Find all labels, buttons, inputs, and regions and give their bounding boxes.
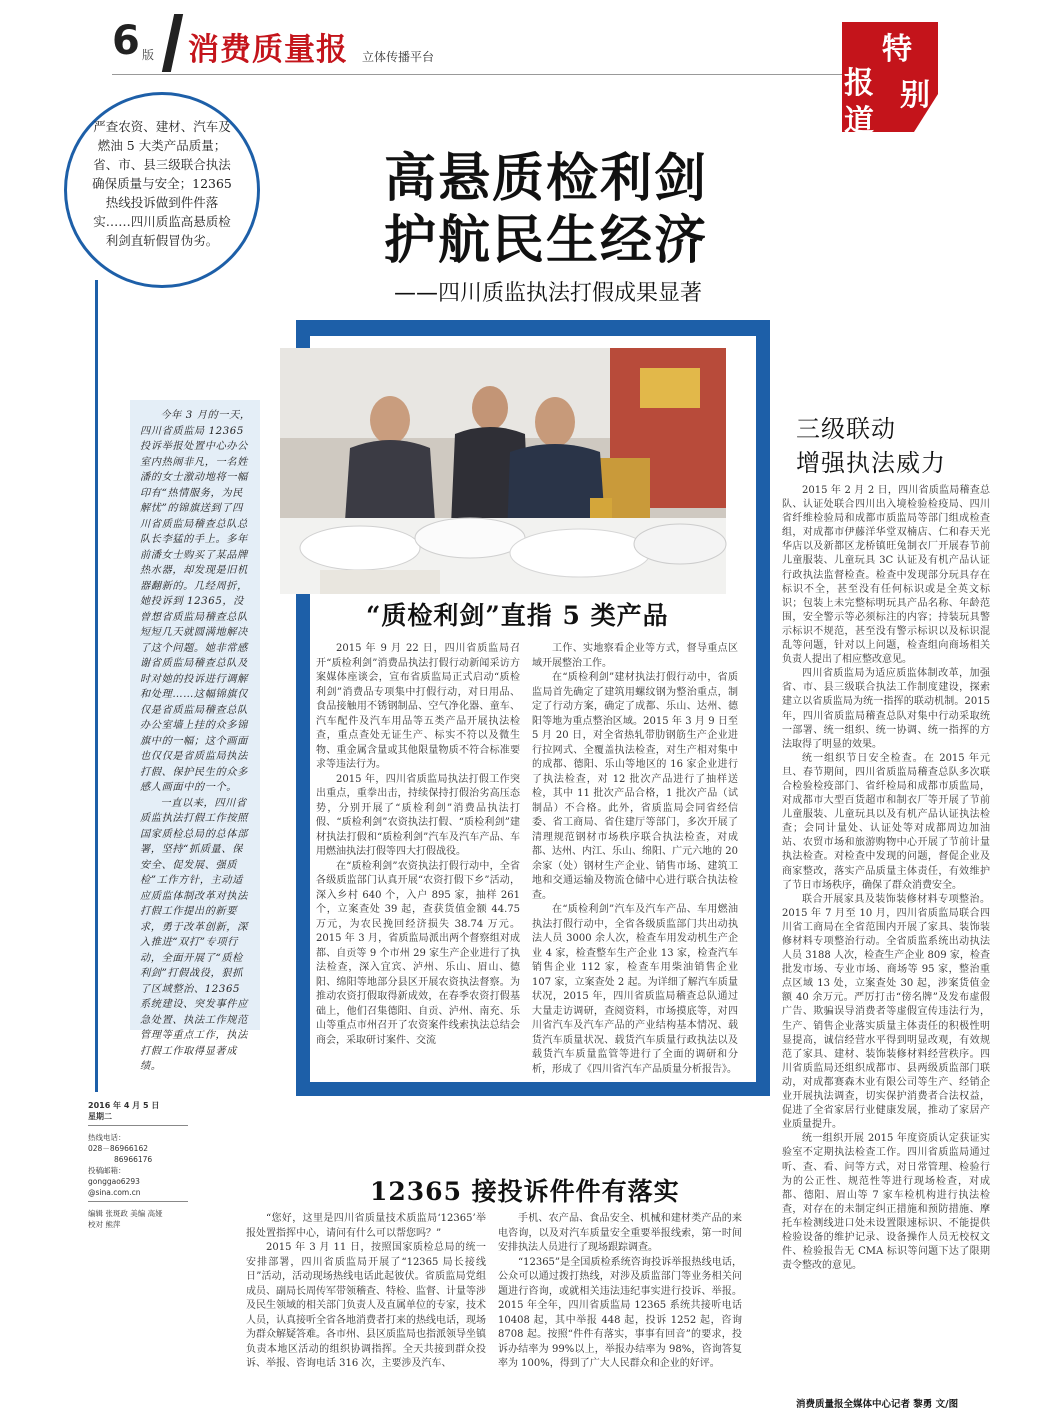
side-story <box>130 400 260 1072</box>
editors-credit: 编辑 张斑政 美编 高娅 <box>88 1209 163 1218</box>
paragraph: 工作、实地察看企业等方式，督导重点区域开展整治工作。 <box>532 643 738 669</box>
section-1-title: “质检利剑”直指 5 类产品 <box>366 601 669 630</box>
photo-illustration <box>280 348 726 594</box>
page-suffix: 版 <box>142 48 155 62</box>
issue-info <box>88 1100 188 1230</box>
paragraph: 在“质检利剑”建材执法打假行动中，省质监局首先确定了建筑用螺纹钢为整治重点，制定了行动方案，确定了成都、乐山、达州、德阳等地为重点整治区域。2015 年 3 月 9 日至 5 月 20 日，对全省热轧带肋钢筋生产企业进行拉网式、全覆盖执法检查，对生产相对集中的成都、德阳、乐山等地区的 16 家企业进行了执法检查，对 12 批次产品进行了抽样送检，其中 11 批次产品合格，1 批次产品（试制品）不合格。此外，省质监局会同省经信委、省工商局、省住建厅等部门，多次开展了清理规范钢材市场秩序联合执法检查，对成都、达州、内江、乐山、绵阳、广元六地的 20 余家（处）钢材生产企业、销售市场、建筑工地和交通运输及物流仓储中心进行联合执法检查。 <box>532 672 738 901</box>
special-char-1: 特 <box>882 32 912 67</box>
special-char-4: 道 <box>844 104 874 139</box>
special-report-badge <box>842 22 938 139</box>
paragraph: 2015 年 3 月 11 日，按照国家质检总局的统一安排部署，四川省质监局开展了“12365 局长接线日”活动，活动现场热线电话此起彼伏。省质监局党组成员、副局长周传军带领稽查、特检、监督、计量等涉及民生领域的相关部门负责人及直属单位的专家，技术人员，认真接听全省各地消费者打来的热线电话，现场为群众解疑答难。各市州、县区质监局也指派领导坐镇负责本地区活动的组织协调指挥。全天共接到群众投诉、举报、咨询电话 316 次，主要涉及汽车、 <box>246 1242 486 1369</box>
summary-text: 严查农资、建材、汽车及燃油 5 大类产品质量；省、市、县三级联合执法确保质量与安全；12365 热线投诉做到件件落实……四川质监高悬质检利剑直斩假冒伪劣。 <box>92 119 232 248</box>
section-3-column-1 <box>246 1212 486 1377</box>
headline-subtitle: ——四川质监执法打假成果显著 <box>394 281 703 306</box>
section-2-title-line-1: 三级联动 <box>796 415 896 443</box>
section-1-column-2 <box>532 642 738 1088</box>
paper-name: 消费质量报 <box>188 32 348 68</box>
paragraph: “12365”是全国质检系统咨询投诉举报热线电话，公众可以通过拨打热线，对涉及质监部门等业务相关问题进行咨询，或就相关违法违纪事实进行投诉、举报。2015 年全年，四川省质监局 12365 系统共接听电话 10408 起，其中举报 448 起，投诉 1252 起，咨询 8708 起。按照“件件有落实，事事有回音”的要求，投诉办结率为 99%以上，举报办结率为 98%，咨询答复率为 100%，得到了广大人民群众和企业的好评。 <box>498 1256 742 1369</box>
hotline-phone-1: 028－86966162 <box>88 1144 148 1153</box>
left-rule <box>95 280 98 1092</box>
side-paragraph: 今年 3 月的一天，四川省质监局 12365 投诉举报处置中心办公室内热闹非凡，一名姓潘的女士激动地将一幅印有“热情服务，为民解忧”的锦旗送到了四川省质监局稽查总队总队长李猛的手上。多年前潘女士购买了某品牌热水器，却发现是旧机器翻新的。几经周折，她投诉到 12365，没曾想省质监局稽查总队短短几天就圆满地解决了这个问题。她非常感谢省质监局稽查总队及时对她的投诉进行调解和处理……这幅锦旗仅仅是省质监局稽查总队办公室墙上挂的众多锦旗中的一幅；这个画面也仅仅是省质监局执法打假、保护民生的众多感人画面中的一个。 <box>140 410 251 793</box>
info-divider-2 <box>88 1201 188 1202</box>
hotline-label: 热线电话： <box>88 1133 126 1142</box>
paper-platform: 立体传播平台 <box>362 50 435 64</box>
paragraph: 手机、农产品、食品安全、机械和建材类产品的来电咨询，以及对汽车质量安全重要举报线索，第一时间安排执法人员进行了现场跟踪调查。 <box>498 1213 742 1253</box>
issue-weekday: 星期二 <box>88 1112 112 1121</box>
side-paragraph: 一直以来，四川省质监执法打假工作按照国家质检总局的总体部署，坚持“抓质量、保安全、促发展、强质检”工作方针，主动适应质监体制改革对执法打假工作提出的新要求，勇于改革创新，深入推进“双打”专项行动，全面开展了“质检利剑”打假战役，狠抓了区域整治、12365 系统建设、突发事件应急处置、执法工作规范管理等重点工作，执法打假工作取得显著成绩。 <box>140 797 248 1072</box>
special-char-3: 报 <box>844 66 874 101</box>
proof-credit: 校对 熊萍 <box>88 1220 121 1229</box>
section-3-title: 12365 接投诉件件有落实 <box>370 1177 680 1206</box>
paragraph: 在“质检利剑”农资执法打假行动中，全省各级质监部门认真开展“农资打假下乡”活动，深入乡村 640 个，入户 895 家，抽样 261 个，立案查处 39 起，查获货值金额 44.75 万元，为农民挽回经济损失 38.74 万元。2015 年 3 月，省质监局派出两个督察组对成都、自贡等 9 个市州 29 家生产企业进行了执法检查，深入宜宾、泸州、乐山、眉山、德阳、绵阳等地部分县区开展农资执法督察。为推动农资打假取得新成效，在春季农资打假基础上，他们召集德阳、自贡、泸州、南充、乐山等重点市州召开了农资案件线索执法总结会商会，采取研讨案件、交流 <box>316 860 520 1046</box>
hotline-phone-2: 86966176 <box>114 1155 153 1164</box>
info-divider <box>88 1125 188 1126</box>
section-2-title <box>796 412 946 480</box>
byline: 消费质量报全媒体中心记者 黎勇 文/图 <box>796 1399 959 1410</box>
summary-circle <box>64 92 260 288</box>
news-photo <box>280 348 726 594</box>
paragraph: 统一组织节日安全检查。在 2015 年元旦、春节期间，四川省质监局稽查总队多次联合检验检疫部门、省纤检局和成都市质监局，对成都市大型百货超市和制衣厂等开展了节前儿童服装、儿童玩具以及有机产品认证执法检查；会同计量处、认证处等对成都周边加油站、农贸市场和旅游购物中心开展了节前计量执法检查。对检查中发现的问题，督促企业及商家整改，落实产品质量主体责任，有效维护了节日市场秩序，确保了群众消费安全。 <box>782 752 990 891</box>
paragraph: 2015 年，四川省质监局执法打假工作突出重点，重拳出击，持续保持打假治劣高压态势，分别开展了“质检利剑”消费品执法打假、“质检利剑”农资执法打假、“质检利剑”建材执法打假和“质检利剑”汽车及汽车产品、车用燃油执法打假等四大打假战役。 <box>316 773 520 857</box>
paragraph: 2015 年 9 月 22 日，四川省质监局召开“质检利剑”消费品执法打假行动新闻采访方案媒体座谈会，宣布省质监局正式启动“质检利剑”消费品专项集中打假行动，对日用品、食品接触用不锈钢制品、空气净化器、童车、汽车配件及汽车用品等五类产品开展执法检查，重点查处无证生产、标实不符以及微生物、重金属含量或其他限量物质不符合标准要求等违法行为。 <box>316 643 520 770</box>
section-2-title-line-2: 增强执法威力 <box>796 449 946 477</box>
paragraph: 统一组织开展 2015 年度资质认定获证实验室不定期执法检查工作。四川省质监局通过听、查、看、问等方式，对日常管理、检验行为的公正性、规范性等进行现场检查，对成都、德阳、眉山等 7 家车检机构进行执法检查，对存在的未制定纠正措施和预防措施、摩托车检测线进口处未设置限速标识、不能提供检验设备的维护记录、设备操作人员无校权文件、检验报告无 CMA 标识等问题下达了限期责令整改的意见。 <box>782 1133 990 1272</box>
email-line-1[interactable]: gonggao6293 <box>88 1177 140 1186</box>
headline-line-2: 护航民生经济 <box>384 211 709 271</box>
masthead-divider <box>112 74 852 75</box>
masthead-slash <box>162 14 183 72</box>
paragraph: 在“质检利剑”汽车及汽车产品、车用燃油执法打假行动中，全省各级质监部门共出动执法人员 3000 余人次，检查车用发动机生产企业 4 家，检查整车生产企业 13 家，检查汽车销售企业 112 家，检查车用柴油销售企业 107 家，立案查处 2 起。为详细了解汽车质量状况，2015 年，四川省质监局稽查总队通过大量走访调研，查阅资料，市场摸底等，对四川省汽车及汽车产品的产业结构基本情况、载货汽车质量状况、载货汽车质量行政执法以及载货汽车质量监管等进行了全面的调研和分析，形成了《四川省汽车产品质量分析报告》。 <box>532 904 738 1075</box>
paragraph: 2015 年 2 月 2 日，四川省质监局稽查总队、认证处联合四川出入境检验检疫局、四川省纤维检验局和成都市质监局等部门组成检查组，对成都市伊藤洋华堂双楠店、仁和春天光华店以及新都区龙桥镇旺兔制衣厂开展春节前儿童服装、儿童玩具 3C 认证及有机产品认证行政执法监督检查。检查中发现部分玩具存在标识不全，甚至没有任何标识或是全英文标识；包装上未完整标明玩具产品名称、年龄范围，安全警示等必须标注的内容；持装玩具警示标识不规范，甚至没有警示标识以及标识混乱等问题，针对以上问题，检查组向商场相关负责人提出了相应整改意见。 <box>782 485 990 666</box>
issue-date: 2016 年 4 月 5 日 <box>88 1101 160 1110</box>
page-number: 6 <box>112 18 140 64</box>
section-3-column-2 <box>498 1212 742 1377</box>
section-2-column <box>782 484 990 1324</box>
paragraph: 四川省质监局为适应质监体制改革，加强省、市、县三级联合执法工作制度建设，探索建立以省质监局为统一指挥的联动机制。2015 年，四川省质监局稽查总队对集中行动采取统一部署、统一组织、统一协调、统一指挥的方法取得了明显的效果。 <box>782 668 990 750</box>
main-headline <box>384 148 708 272</box>
special-char-2: 别 <box>900 78 930 113</box>
paragraph: 联合开展家具及装饰装修材料专项整治。2015 年 7 月至 10 月，四川省质监局联合四川省工商局在全省范围内开展了家具、装饰装修材料专项整治行动。全省质监系统出动执法人员 3188 人次，检查生产企业 809 家，检查批发市场、专业市场、商场等 95 家，整治重点区域 13 处，立案查处 30 起，涉案货值金额 40 余万元。严厉打击“傍名牌”及发布虚假广告、欺骗误导消费者等虚假宣传违法行为，生产、销售企业落实质量主体责任的积极性明显提高，诚信经营水平得到明显改观，有效规范了家具、建材、装饰装修材料经营秩序。四川省质监局还组织成都市、县两级质监部门联动，对成都赛森木业有限公司等生产、经销企业开展执法调查，切实保护消费者合法权益，促进了全省家居行业健康发展，推动了家居产业质量提升。 <box>782 893 990 1131</box>
paragraph: “您好，这里是四川省质量技术质监局‘12365’举报处置指挥中心，请问有什么可以帮您吗？” <box>246 1213 486 1239</box>
section-1-column-1 <box>316 642 520 1088</box>
headline-line-1: 高悬质检利剑 <box>384 149 709 209</box>
email-label: 投稿邮箱： <box>88 1166 126 1175</box>
email-line-2[interactable]: @sina.com.cn <box>88 1188 141 1197</box>
